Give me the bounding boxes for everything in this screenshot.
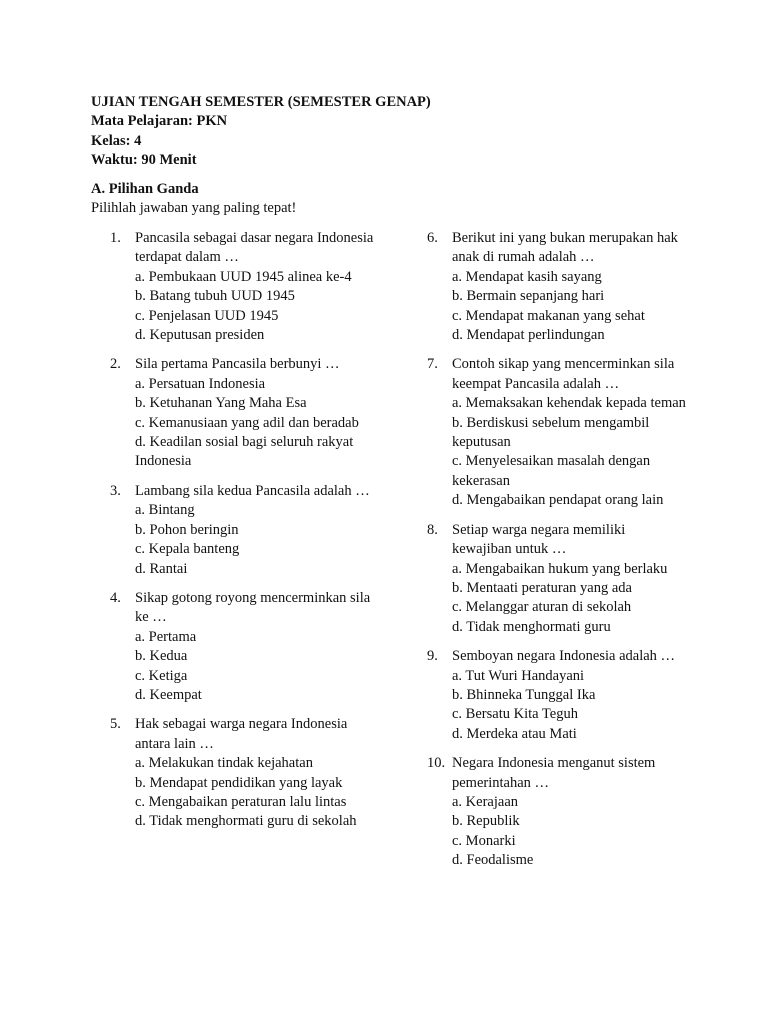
option-d: d. Mengabaikan pendapat orang lain	[452, 492, 664, 509]
option-b: b. Mendapat pendidikan yang layak	[135, 774, 343, 791]
option-b: b. Republik	[452, 813, 520, 830]
question-number: 5.	[110, 716, 121, 733]
option-b: b. Pohon beringin	[135, 521, 239, 538]
option-d: d. Keempat	[135, 686, 202, 703]
question-number: 1.	[110, 230, 121, 246]
exam-title: UJIAN TENGAH SEMESTER (SEMESTER GENAP)	[91, 94, 431, 110]
question-item	[110, 589, 380, 705]
question-item	[427, 754, 687, 870]
option-c: c. Mengabaikan peraturan lalu lintas	[135, 793, 347, 810]
section-instruction: Pilihlah jawaban yang paling tepat!	[91, 200, 297, 217]
option-c: c. Mendapat makanan yang sehat	[452, 307, 645, 324]
question-text: Sikap gotong royong mencerminkan sila ke …	[135, 589, 371, 626]
option-b: b. Bermain sepanjang hari	[452, 288, 605, 305]
option-d: d. Tidak menghormati guru di sekolah	[135, 813, 357, 830]
question-item	[110, 229, 380, 345]
option-b: b. Bhinneka Tunggal Ika	[452, 686, 596, 703]
exam-subject: Mata Pelajaran: PKN	[91, 113, 228, 130]
questions-left-column	[110, 229, 380, 842]
exam-header	[91, 93, 431, 171]
question-item	[427, 229, 687, 345]
section-header	[91, 180, 296, 219]
option-b: b. Batang tubuh UUD 1945	[135, 288, 295, 305]
question-number: 3.	[110, 482, 121, 499]
question-item	[427, 647, 687, 744]
question-text: Berikut ini yang bukan merupakan hak anak di rumah adalah …	[452, 230, 678, 266]
option-c: c. Ketiga	[135, 667, 188, 684]
question-item	[427, 355, 687, 510]
question-number: 7.	[427, 356, 438, 373]
question-number: 2.	[110, 356, 121, 373]
option-b: b. Berdiskusi sebelum mengambil keputusan	[452, 414, 650, 451]
question-item	[110, 355, 380, 471]
question-text: Negara Indonesia menganut sistem pemerintahan …	[452, 755, 656, 791]
option-c: c. Menyelesaikan masalah dengan kekerasan	[452, 453, 651, 489]
option-a: a. Tut Wuri Handayani	[452, 667, 585, 684]
question-number: 4.	[110, 589, 121, 606]
option-d: d. Merdeka atau Mati	[452, 725, 577, 742]
option-a: a. Persatuan Indonesia	[135, 375, 266, 392]
option-d: d. Tidak menghormati guru	[452, 618, 611, 635]
questions-right-column	[427, 229, 687, 881]
question-text: Sila pertama Pancasila berbunyi …	[135, 356, 340, 373]
question-number: 6.	[427, 230, 438, 246]
section-title: A. Pilihan Ganda	[91, 181, 199, 197]
question-text: Semboyan negara Indonesia adalah …	[452, 648, 676, 665]
question-text: Contoh sikap yang mencerminkan sila keempat Pancasila adalah …	[452, 356, 675, 392]
exam-grade: Kelas: 4	[91, 132, 142, 149]
question-number: 9.	[427, 648, 438, 665]
option-a: a. Bintang	[135, 502, 195, 519]
option-d: d. Feodalisme	[452, 852, 534, 869]
option-c: c. Melanggar aturan di sekolah	[452, 599, 632, 616]
option-c: c. Kemanusiaan yang adil dan beradab	[135, 414, 359, 431]
question-item	[110, 715, 380, 831]
option-b: b. Ketuhanan Yang Maha Esa	[135, 395, 307, 412]
option-c: c. Monarki	[452, 832, 516, 849]
option-d: d. Rantai	[135, 560, 188, 577]
option-a: a. Memaksakan kehendak kepada teman	[452, 395, 686, 412]
option-d: d. Keadilan sosial bagi seluruh rakyat Indonesia	[135, 434, 354, 470]
option-a: a. Kerajaan	[452, 793, 519, 810]
question-text: Setiap warga negara memiliki kewajiban untuk …	[452, 521, 626, 558]
option-a: a. Pembukaan UUD 1945 alinea ke-4	[135, 268, 352, 285]
option-a: a. Pertama	[135, 628, 197, 645]
question-text: Pancasila sebagai dasar negara Indonesia terdapat dalam …	[135, 230, 374, 266]
option-b: b. Kedua	[135, 648, 188, 665]
question-number: 10.	[427, 755, 446, 772]
option-c: c. Penjelasan UUD 1945	[135, 307, 279, 324]
option-c: c. Bersatu Kita Teguh	[452, 706, 578, 723]
option-a: a. Mengabaikan hukum yang berlaku	[452, 560, 668, 577]
exam-time: Waktu: 90 Menit	[91, 152, 197, 169]
option-a: a. Melakukan tindak kejahatan	[135, 755, 313, 772]
question-text: Lambang sila kedua Pancasila adalah …	[135, 482, 370, 499]
question-item	[110, 482, 380, 579]
option-b: b. Mentaati peraturan yang ada	[452, 579, 632, 596]
option-d: d. Mendapat perlindungan	[452, 327, 605, 344]
question-item	[427, 521, 687, 637]
option-c: c. Kepala banteng	[135, 541, 240, 558]
question-number: 8.	[427, 521, 438, 538]
question-text: Hak sebagai warga negara Indonesia antara lain …	[135, 716, 348, 752]
option-a: a. Mendapat kasih sayang	[452, 268, 602, 285]
option-d: d. Keputusan presiden	[135, 327, 265, 344]
